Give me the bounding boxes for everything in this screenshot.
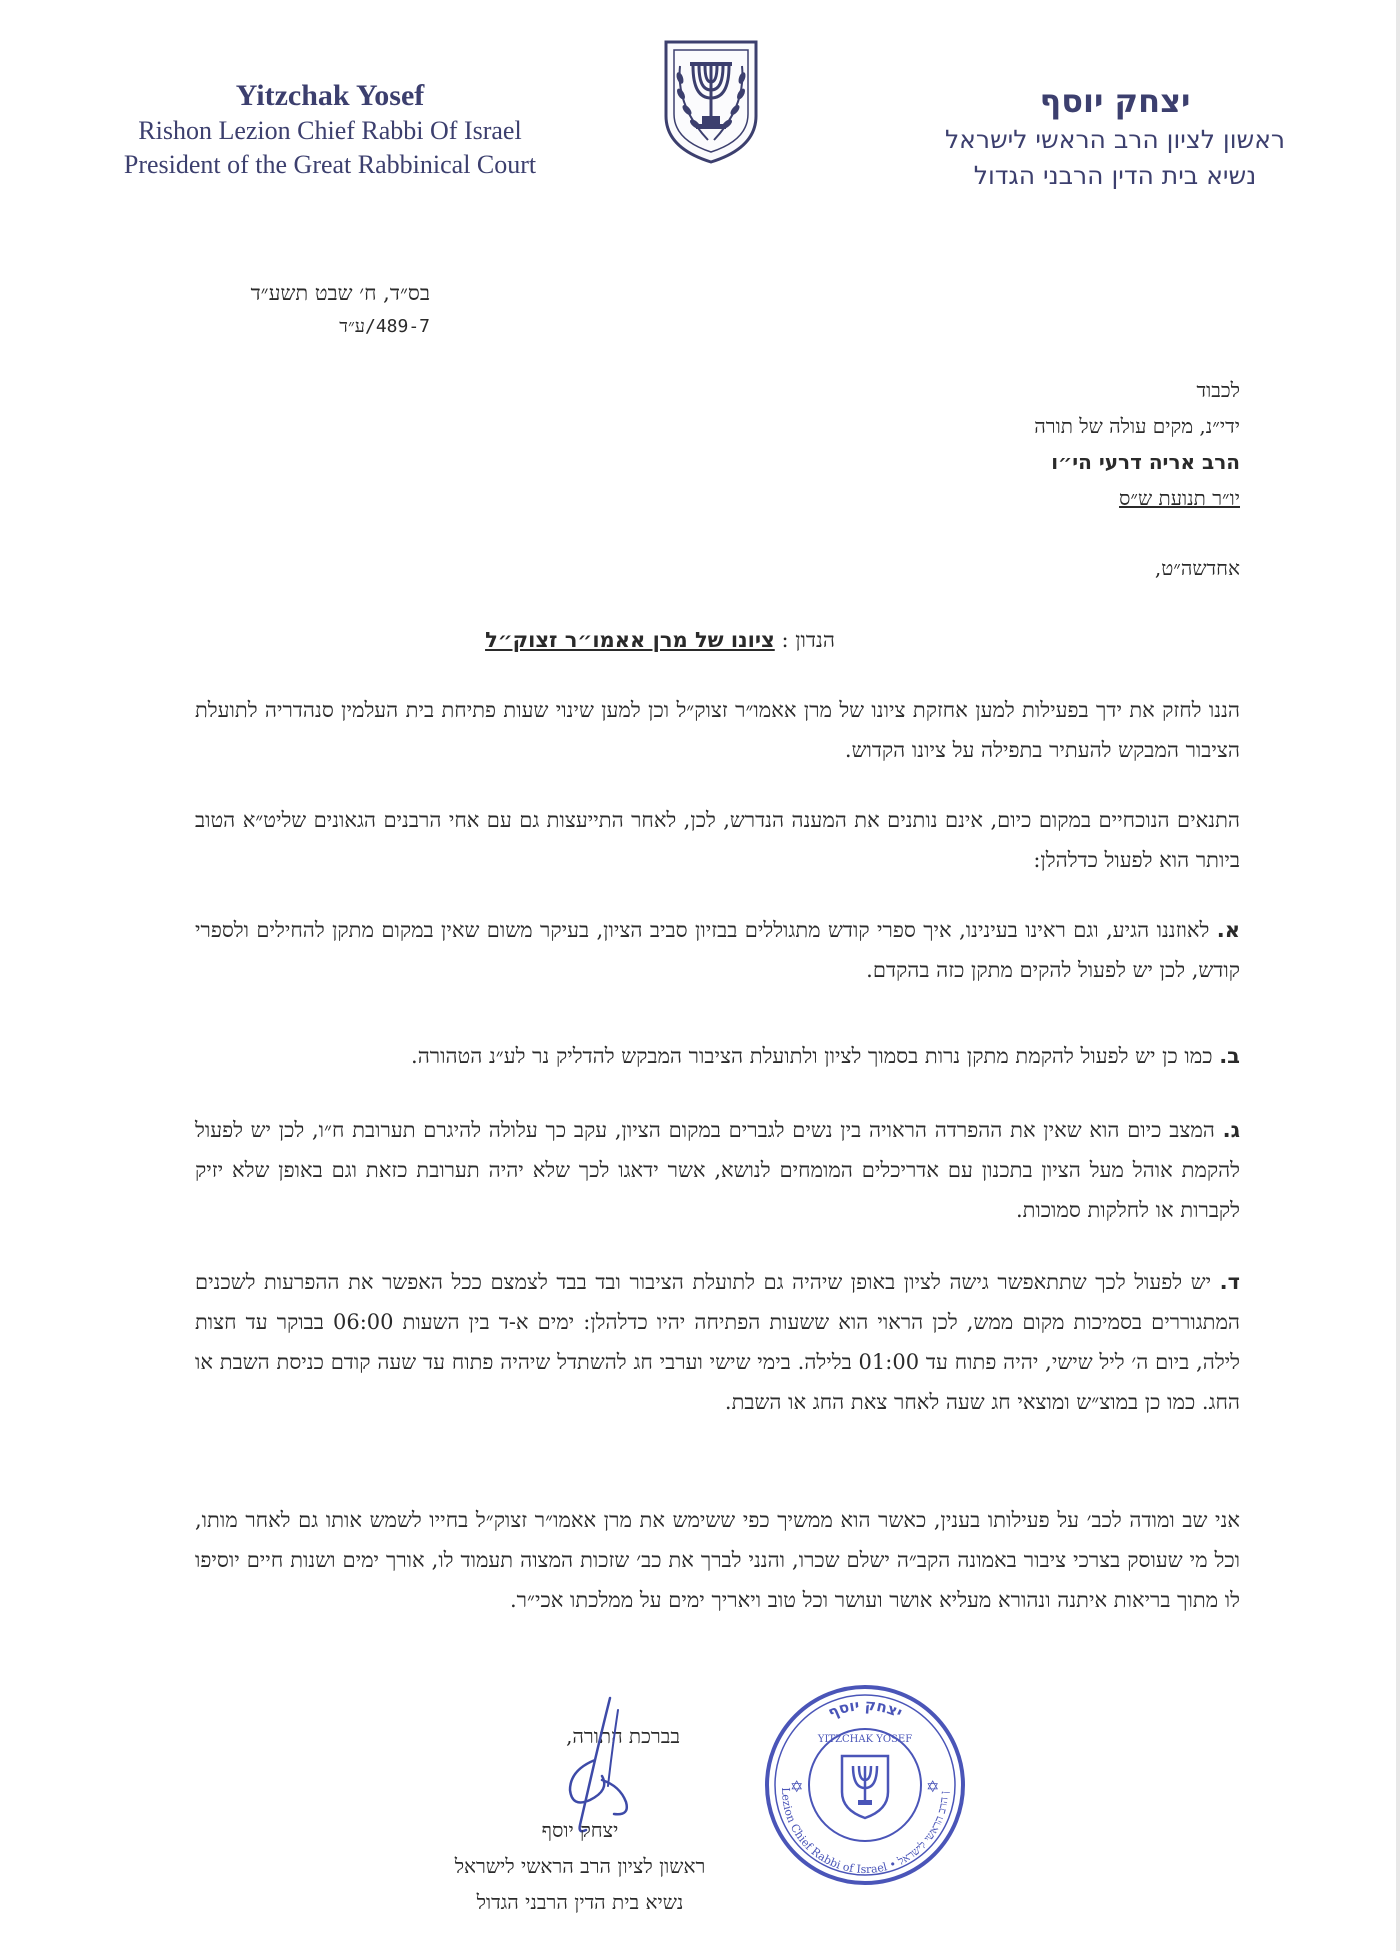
he-name: יצחק יוסף [1039,82,1191,120]
svg-text:✡: ✡ [790,1777,804,1796]
he-title-2: נשיא בית הדין הרבני הגדול [973,161,1257,190]
item-g-letter: ג. [1222,1118,1240,1142]
item-g-text: המצב כיום הוא שאין את ההפרדה הראויה בין נשים לגברים במקום הציון, עקב כך עלולה להיגרם תערובת ח״ו, לכן יש לפעול להקמת אוהל מעל הציון בתכנון עם אדריכלים המומחים לנושא, אשר ידאגו לכך שלא יהיה תערובת כזאת וגם באופן שלא יזיק לקברות או לחלקות סמוכות. [195,1118,1240,1222]
subject-text: ציונו של מרן אאמו״ר זצוק״ל [485,628,775,652]
recipient-block [700,372,1240,516]
recipient-role: יו״ר תנועת ש״ס [1119,486,1240,510]
greeting: אחדשה״ט, [1154,556,1240,580]
signature-block [400,1812,760,1920]
recipient-lechvod: לכבוד [1196,378,1240,402]
item-g [195,1110,1240,1230]
en-title-1: Rishon Lezion Chief Rabbi Of Israel [138,116,522,145]
signature-title-1: ראשון לציון הרב הראשי לישראל [454,1854,706,1878]
scan-edge [1396,0,1400,1951]
signature-title-2: נשיא בית הדין הרבני הגדול [476,1890,684,1914]
item-d [195,1262,1240,1422]
reference-number: 489-7/ע״ד [339,316,430,337]
paragraph-2: התנאים הנוכחיים במקום כיום, אינם נותנים את המענה הנדרש, לכן, לאחר התייעצות גם עם אחי הרבנים הגאונים שליט״א הטוב ביותר הוא לפעול כדלהלן: [195,808,1240,872]
recipient-line-3 [700,480,1240,516]
paragraph-final: אני שב ומודה לכב׳ על פעילותו בענין, כאשר הוא ממשיך כפי ששימש את מרן אאמו״ר זצוק״ל בחייו לשמש אותו גם לאחר מותו, וכל מי שעוסק בצרכי ציבור באמונה הקב״ה ישלם שכרו, והנני לברך את כב׳ שזכות המצוה תעמוד לו, אורך ימים ושנות חיים יוסיפו לו מתוך בריאות איתנה ונהורא מעליא אושר ועושר וכל טוב ויאריך ימים על ממלכתו אכי״ר. [195,1508,1240,1612]
stamp-he-name: יצחק יוסף [825,1695,906,1722]
recipient-line-2: הרב אריה דרעי הי״ו [1051,450,1240,474]
recipient-line-1: ידי״נ, מקים עולה של תורה [1034,414,1240,438]
stamp-en-name: YITZCHAK YOSEF [817,1734,913,1745]
item-a-text: לאוזננו הגיע, וגם ראינו בעינינו, איך ספרי קודש מתגוללים בבזיון סביב הציון, בעיקר משום שאין במקום מתקן להחילים ולספרי קודש, לכן יש לפעול להקים מתקן כזה בהקדם. [195,918,1240,982]
letterhead-he [900,80,1330,194]
stamp-ring-text: Lezion Chief Rabbi of Israel • ן הרב הראשי לישראל [778,1787,952,1877]
item-d-letter: ד. [1219,1270,1240,1294]
subject-label: הנדון : [781,628,835,652]
en-title-2: President of the Great Rabbinical Court [123,150,537,179]
item-a-letter: א. [1216,918,1240,942]
item-d-text: יש לפעול לכך שתתאפשר גישה לציון באופן שיהיה גם לתועלת הציבור ובד בבד לצמצם ככל האפשר את ההפרעות לשכנים המתגוררים בסמיכות מקום ממש, לכן הראוי הוא ששעות הפתיחה יהיו כדלהלן: ימים א-ד בין השעות 06:00 בבוקר עד חצות לילה, ביום ה׳ ליל שישי, יהיה פתוח עד 01:00 בלילה. בימי שישי וערבי חג להשתדל שיהיה פתוח עד שעה קודם כניסת השבת או החג. כמו כן במוצ״ש ומוצאי חג שעה לאחר צאת החג או השבת. [195,1270,1241,1414]
letter-date: בס״ד, ח׳ שבט תשע״ד [250,281,430,305]
subject-line [420,628,900,653]
he-title-1: ראשון לציון הרב הראשי לישראל [944,125,1286,154]
item-a [195,910,1240,990]
svg-text:✡: ✡ [926,1777,940,1796]
signature-name: יצחק יוסף [541,1818,619,1842]
letterhead-en [90,78,570,182]
item-b [195,1036,1240,1076]
state-emblem-menorah-icon [658,36,764,166]
paragraph-1: הננו לחזק את ידך בפעילות למען אחזקת ציונו של מרן אאמו״ר זצוק״ל וכן למען שינוי שעות פתיחת בית העלמין סנהדריה לתועלת הציבור המבקש להעתיר בתפילה על ציונו הקדוש. [195,698,1240,762]
item-b-letter: ב. [1219,1044,1240,1068]
signature-closing: בברכת התורה, [566,1724,680,1748]
official-stamp [760,1680,970,1890]
item-b-text: כמו כן יש לפעול להקמת מתקן נרות בסמוך לציון ולתועלת הציבור המבקש להדליק נר לע״נ הטהורה. [411,1044,1213,1068]
date-block [180,276,430,344]
en-name: Yitzchak Yosef [235,79,425,112]
